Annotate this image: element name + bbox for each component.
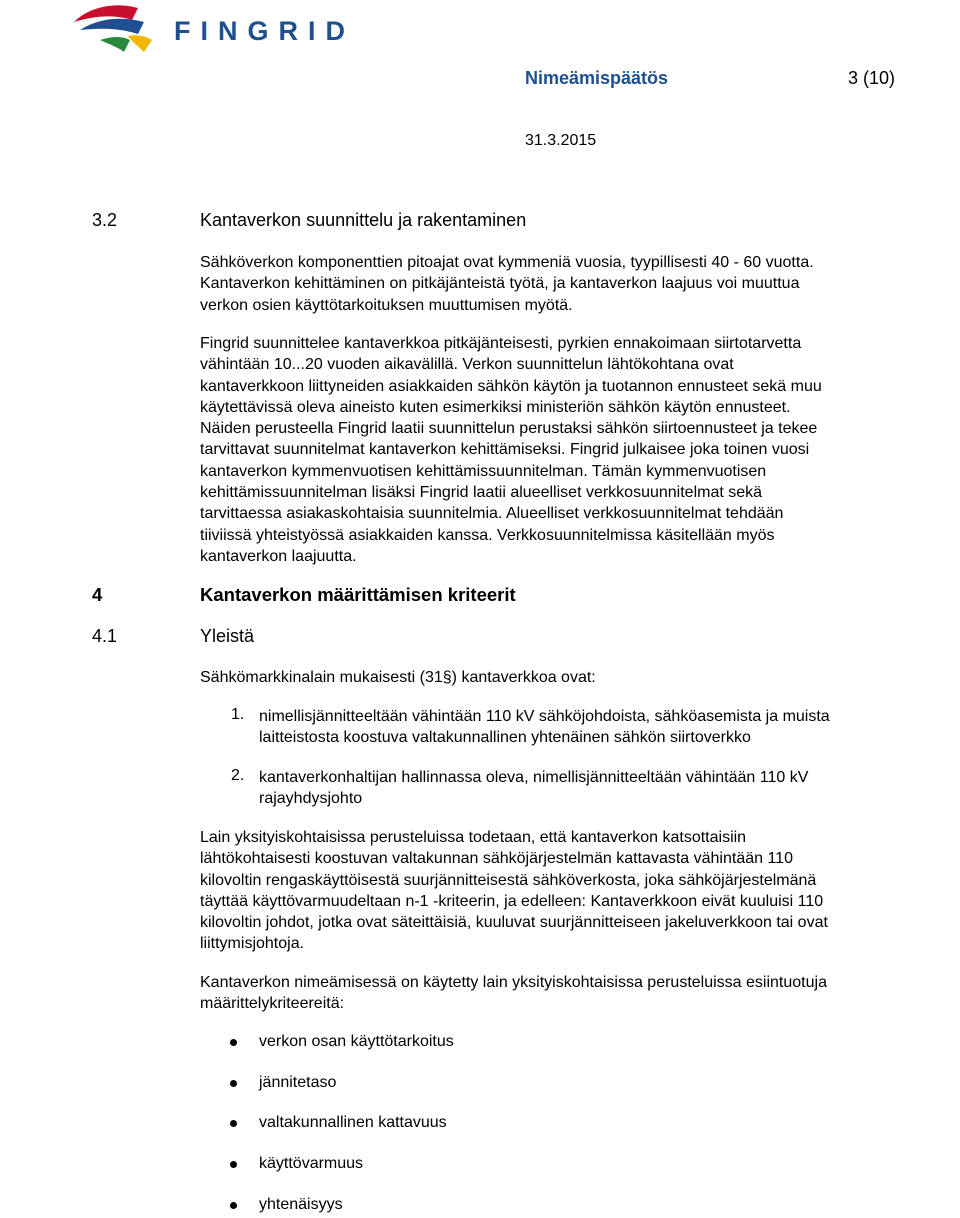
text-line: Lain yksityiskohtaisissa perusteluissa todetaan, että kantaverkon katsottaisiin: [200, 829, 747, 846]
text-line: täyttää käyttövarmuudeltaan n-1 -kriteerin, ja edelleen: Kantaverkkoon eivät kuuluisi 110: [200, 892, 824, 910]
section-heading: Kantaverkon suunnittelu ja rakentaminen: [200, 210, 527, 230]
text-line: kantaverkonhaltijan hallinnassa oleva, nimellisjännitteeltään vähintään 110 kV: [259, 769, 809, 786]
list-number: 1.: [231, 706, 245, 723]
text-line: vähintään 10...20 vuoden aikavälillä. Verkon suunnittelun lähtökohtana ovat: [200, 356, 734, 374]
bullet-item: käyttövarmuus: [259, 1155, 364, 1172]
page-number: 3 (10): [848, 68, 896, 88]
text-line: tiiviissä yhteistyössä asiakkaiden kanssa. Verkkosuunnitelmissa käsitellään myös: [200, 526, 775, 544]
list-item: [259, 767, 939, 810]
text-line: kantaverkon laajuutta.: [200, 547, 357, 565]
logo-mark-icon: [70, 0, 170, 58]
text-line: tarvittaessa asiakaskohtaisia suunnitelmia. Alueelliset verkkosuunnitelmat tehdään: [200, 505, 784, 523]
company-logo: [70, 0, 355, 58]
bullet-item: yhtenäisyys: [259, 1196, 343, 1213]
document-title: Nimeämispäätös: [525, 68, 669, 88]
text-line: käytettävissä oleva aineisto kuten esimerkiksi ministeriön sähkön käytön ennusteet.: [200, 398, 791, 416]
text-line: kilovoltin johdot, jotka ovat säteittäisiä, kuuluvat suurjännitteiseen jakeluverkkoon tai ovat: [200, 914, 828, 932]
bullet-icon: [230, 1039, 237, 1046]
text-line: nimellisjännitteeltään vähintään 110 kV sähköjohdoista, sähköasemista ja muista: [259, 708, 830, 725]
section-number: 4.1: [92, 626, 118, 646]
section-number: 3.2: [92, 210, 118, 230]
text-line: liittymisjohtoja.: [200, 935, 305, 953]
text-line: määrittelykriteereitä:: [200, 995, 345, 1013]
bullet-icon: [230, 1120, 237, 1127]
logo-wordmark: FINGRID: [174, 16, 355, 46]
text-line: kilovoltin rengaskäyttöisestä suurjännitteisestä sähköverkosta, joka sähköjärjestelmänä: [200, 871, 817, 889]
document-date: 31.3.2015: [525, 132, 597, 149]
text-line: kantaverkon kymmenvuotisen kehittämissuunnitelman. Tämän kymmenvuotisen: [200, 462, 767, 480]
section-heading: Yleistä: [200, 626, 255, 646]
text-line: Näiden perusteella Fingrid laatii suunnittelun perustaksi sähkön siirtoennusteet ja tekee: [200, 420, 818, 438]
paragraph: [200, 667, 930, 688]
text-line: Kantaverkon nimeämisessä on käytetty lain yksityiskohtaisissa perusteluissa esiintuotuja: [200, 974, 827, 991]
text-line: kantaverkkoon liittyneiden asiakkaiden sähkön käytön ja tuotannon ennusteet sekä muu: [200, 377, 822, 395]
text-line: laitteistosta koostuva valtakunnallinen yhtenäinen sähkön siirtoverkko: [259, 729, 751, 747]
text-line: verkon osien käyttötarkoituksen muuttumisen myötä.: [200, 296, 573, 314]
text-line: kehittämissuunnitelman lisäksi Fingrid laatii alueelliset verkkosuunnitelmat sekä: [200, 484, 763, 502]
text-line: lähtökohtaisesti koostuvan valtakunnan sähköjärjestelmän kattavasta vähintään 110: [200, 850, 793, 868]
bullet-icon: [230, 1202, 237, 1209]
text-line: Sähköverkon komponenttien pitoajat ovat kymmeniä vuosia, tyypillisesti 40 - 60 vuotta.: [200, 254, 814, 271]
list-number: 2.: [231, 767, 245, 784]
text-line: tarvittavat suunnitelmat kantaverkon kehittämiseksi. Fingrid julkaisee joka toinen vuosi: [200, 441, 810, 459]
bullet-icon: [230, 1161, 237, 1168]
paragraph: [200, 827, 930, 955]
text-line: Sähkömarkkinalain mukaisesti (31§) kantaverkkoa ovat:: [200, 669, 596, 686]
list-item: [259, 706, 939, 749]
text-line: Fingrid suunnittelee kantaverkkoa pitkäjänteisesti, pyrkien ennakoimaan siirtotarvetta: [200, 335, 802, 352]
bullet-icon: [230, 1080, 237, 1087]
bullet-item: verkon osan käyttötarkoitus: [259, 1033, 454, 1050]
section-number: 4: [92, 584, 103, 605]
paragraph: [200, 333, 930, 567]
text-line: Kantaverkon kehittäminen on pitkäjänteistä työtä, ja kantaverkon laajuus voi muuttua: [200, 275, 800, 293]
section-heading: Kantaverkon määrittämisen kriteerit: [200, 584, 516, 605]
paragraph: [200, 972, 930, 1015]
paragraph: [200, 252, 930, 316]
text-line: rajayhdysjohto: [259, 790, 363, 808]
bullet-item: jännitetaso: [259, 1074, 337, 1091]
bullet-item: valtakunnallinen kattavuus: [259, 1114, 447, 1131]
